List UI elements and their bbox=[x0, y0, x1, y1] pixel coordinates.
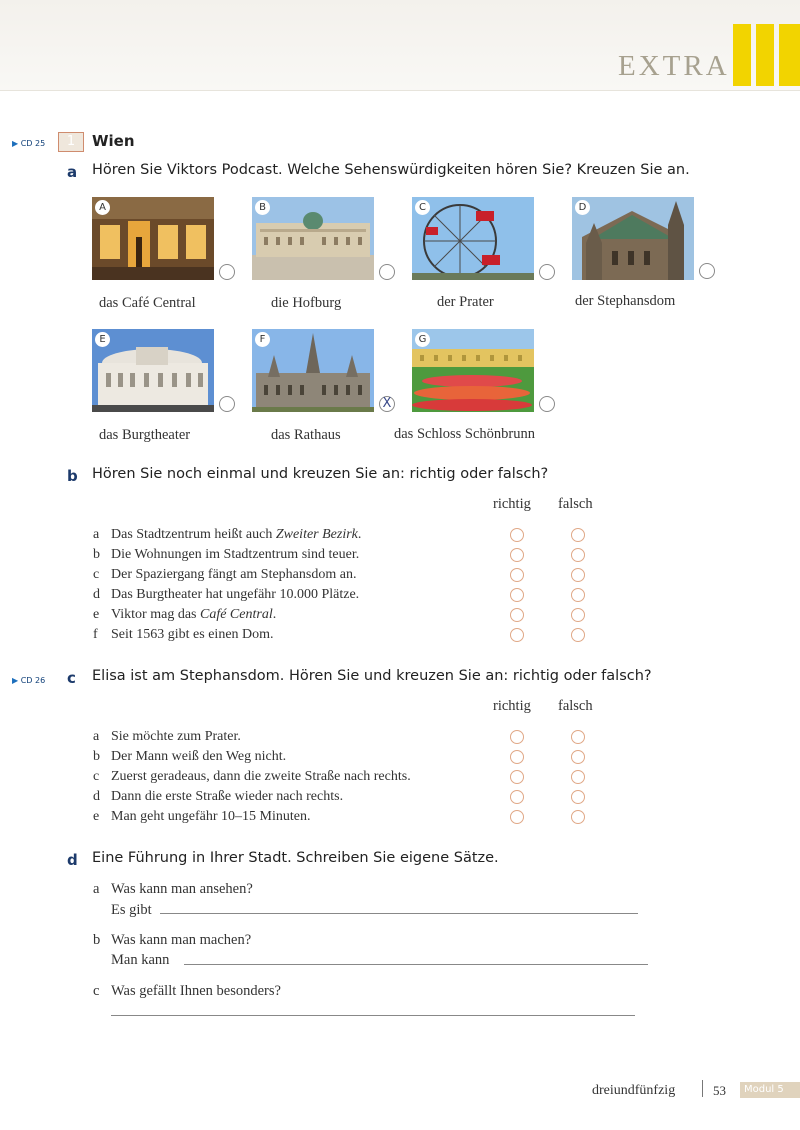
caption-rathaus: das Rathaus bbox=[271, 427, 341, 443]
photo-badge: D bbox=[575, 200, 590, 215]
photo-hofburg bbox=[252, 197, 374, 280]
statement-c-e: e Man geht ungefähr 10–15 Minuten. bbox=[93, 809, 311, 824]
radio-falsch[interactable] bbox=[571, 810, 585, 824]
schoenbrunn-image bbox=[412, 329, 534, 412]
caption-schoenbrunn: das Schloss Schönbrunn bbox=[394, 426, 535, 442]
photo-badge: A bbox=[95, 200, 110, 215]
photo-cafe-central bbox=[92, 197, 214, 280]
answer-starter-d-b: Man kann bbox=[111, 952, 170, 968]
answer-line-d-c[interactable] bbox=[111, 1015, 635, 1016]
page-header bbox=[0, 0, 800, 91]
radio-falsch[interactable] bbox=[571, 628, 585, 642]
burgtheater-image bbox=[92, 329, 214, 412]
section-c-letter: c bbox=[67, 669, 76, 687]
statement-b-f: f Seit 1563 gibt es einen Dom. bbox=[93, 627, 274, 642]
exercise-number: 1 bbox=[58, 132, 84, 152]
caption-hofburg: die Hofburg bbox=[271, 295, 342, 311]
radio-richtig[interactable] bbox=[510, 548, 524, 562]
radio-richtig[interactable] bbox=[510, 608, 524, 622]
radio-falsch[interactable] bbox=[571, 588, 585, 602]
select-schoenbrunn[interactable] bbox=[539, 396, 555, 412]
header-accent-bar bbox=[756, 24, 774, 86]
header-accent-bar bbox=[779, 24, 800, 86]
question-d-a: a Was kann man ansehen? bbox=[93, 881, 253, 897]
radio-richtig[interactable] bbox=[510, 790, 524, 804]
radio-richtig[interactable] bbox=[510, 568, 524, 582]
radio-richtig[interactable] bbox=[510, 528, 524, 542]
column-richtig: richtig bbox=[493, 698, 531, 714]
radio-richtig[interactable] bbox=[510, 770, 524, 784]
photo-badge: B bbox=[255, 200, 270, 215]
exercise-title: Wien bbox=[92, 132, 135, 150]
radio-falsch[interactable] bbox=[571, 548, 585, 562]
statement-b-b: b Die Wohnungen im Stadtzentrum sind teuer. bbox=[93, 547, 360, 562]
page-number-word: dreiundfünfzig bbox=[592, 1083, 676, 1098]
photo-rathaus bbox=[252, 329, 374, 412]
page-number: 53 bbox=[713, 1083, 726, 1098]
question-d-c: c Was gefällt Ihnen besonders? bbox=[93, 983, 281, 999]
section-a-instruction: Hören Sie Viktors Podcast. Welche Sehenswürdigkeiten hören Sie? Kreuzen Sie an. bbox=[92, 162, 690, 178]
photo-badge: E bbox=[95, 332, 110, 347]
radio-richtig[interactable] bbox=[510, 750, 524, 764]
radio-falsch[interactable] bbox=[571, 608, 585, 622]
answer-line-d-a[interactable] bbox=[160, 913, 638, 914]
section-b-letter: b bbox=[67, 467, 78, 485]
radio-falsch[interactable] bbox=[571, 790, 585, 804]
statement-b-d: d Das Burgtheater hat ungefähr 10.000 Plätze. bbox=[93, 587, 360, 602]
statement-b-a: a Das Stadtzentrum heißt auch Zweiter Bezirk. bbox=[93, 527, 362, 542]
radio-falsch[interactable] bbox=[571, 750, 585, 764]
radio-falsch[interactable] bbox=[571, 730, 585, 744]
caption-burgtheater: das Burgtheater bbox=[99, 427, 191, 443]
statement-c-b: b Der Mann weiß den Weg nicht. bbox=[93, 749, 287, 764]
photo-badge: C bbox=[415, 200, 430, 215]
radio-richtig[interactable] bbox=[510, 810, 524, 824]
photo-burgtheater bbox=[92, 329, 214, 412]
stephansdom-image bbox=[572, 197, 694, 280]
answer-starter-d-a: Es gibt bbox=[111, 902, 152, 918]
statement-b-c: c Der Spaziergang fängt am Stephansdom an. bbox=[93, 567, 357, 582]
play-icon: ▶ bbox=[12, 139, 19, 148]
question-d-b: b Was kann man machen? bbox=[93, 932, 252, 948]
statement-b-e: e Viktor mag das Café Central. bbox=[93, 607, 277, 622]
radio-falsch[interactable] bbox=[571, 528, 585, 542]
column-falsch: falsch bbox=[558, 698, 593, 714]
photo-prater bbox=[412, 197, 534, 280]
select-burgtheater[interactable] bbox=[219, 396, 235, 412]
statement-c-c: c Zuerst geradeaus, dann die zweite Straße nach rechts. bbox=[93, 769, 411, 784]
caption-prater: der Prater bbox=[437, 294, 494, 310]
module-label: Modul 5 bbox=[740, 1082, 800, 1098]
cd-track-label[interactable]: ▶ CD 26 bbox=[12, 676, 46, 685]
photo-badge: G bbox=[415, 332, 430, 347]
radio-richtig[interactable] bbox=[510, 588, 524, 602]
column-richtig: richtig bbox=[493, 496, 531, 512]
select-cafe-central[interactable] bbox=[219, 264, 235, 280]
select-rathaus[interactable]: X bbox=[379, 396, 395, 412]
header-accent-bar bbox=[733, 24, 751, 86]
cafe-central-image bbox=[92, 197, 214, 280]
section-b-instruction: Hören Sie noch einmal und kreuzen Sie an: richtig oder falsch? bbox=[92, 466, 549, 482]
cd-track-label[interactable]: ▶ CD 25 bbox=[12, 139, 46, 148]
extra-label: EXTRA bbox=[618, 50, 730, 82]
radio-richtig[interactable] bbox=[510, 730, 524, 744]
photo-schoenbrunn bbox=[412, 329, 534, 412]
radio-falsch[interactable] bbox=[571, 568, 585, 582]
hofburg-image bbox=[252, 197, 374, 280]
section-c-instruction: Elisa ist am Stephansdom. Hören Sie und kreuzen Sie an: richtig oder falsch? bbox=[92, 668, 652, 684]
section-a-letter: a bbox=[67, 163, 78, 181]
select-stephansdom[interactable] bbox=[699, 263, 715, 279]
select-prater[interactable] bbox=[539, 264, 555, 280]
photo-badge: F bbox=[255, 332, 270, 347]
statement-c-d: d Dann die erste Straße wieder nach rechts. bbox=[93, 789, 344, 804]
prater-image bbox=[412, 197, 534, 280]
caption-stephansdom: der Stephansdom bbox=[575, 293, 676, 309]
photo-stephansdom bbox=[572, 197, 694, 280]
section-d-instruction: Eine Führung in Ihrer Stadt. Schreiben Sie eigene Sätze. bbox=[92, 850, 499, 866]
radio-falsch[interactable] bbox=[571, 770, 585, 784]
play-icon: ▶ bbox=[12, 676, 19, 685]
section-d-letter: d bbox=[67, 851, 78, 869]
rathaus-image bbox=[252, 329, 374, 412]
footer-divider bbox=[702, 1080, 703, 1097]
caption-cafe-central: das Café Central bbox=[99, 295, 196, 311]
select-hofburg[interactable] bbox=[379, 264, 395, 280]
answer-line-d-b[interactable] bbox=[184, 964, 648, 965]
column-falsch: falsch bbox=[558, 496, 593, 512]
statement-c-a: a Sie möchte zum Prater. bbox=[93, 729, 241, 744]
radio-richtig[interactable] bbox=[510, 628, 524, 642]
